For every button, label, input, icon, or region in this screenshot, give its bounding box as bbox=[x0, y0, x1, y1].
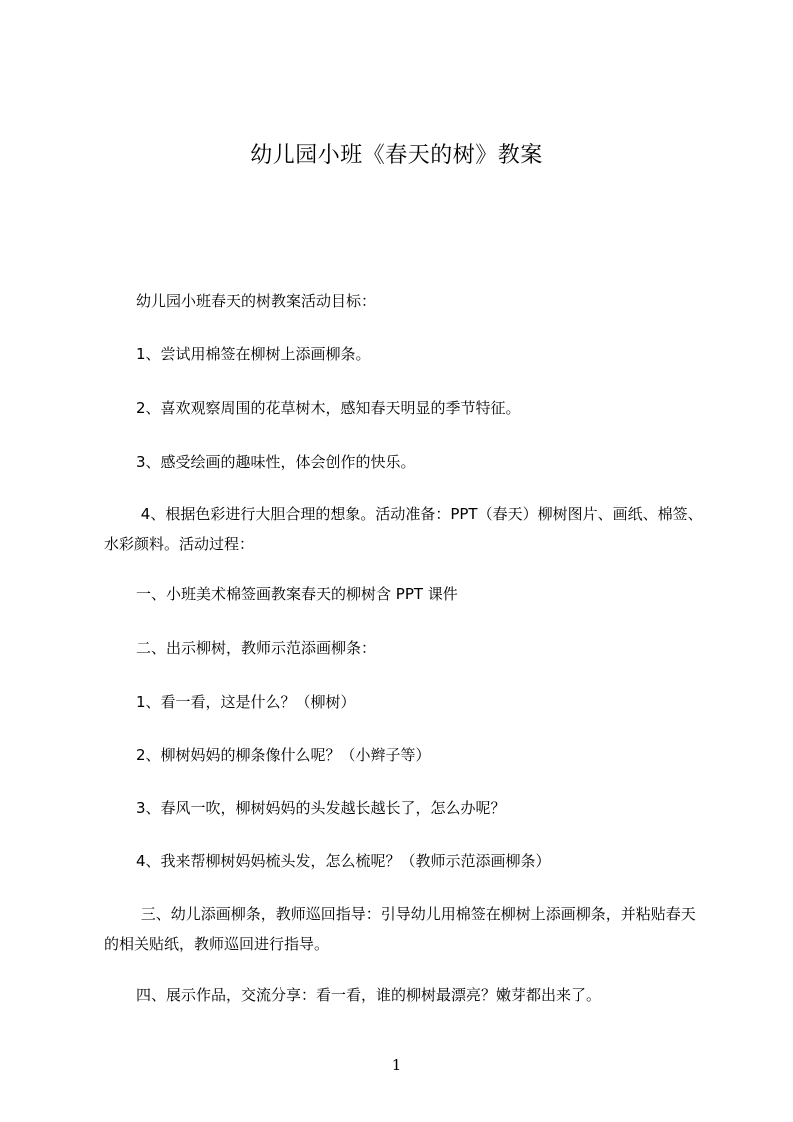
page-number: 1 bbox=[391, 1056, 402, 1074]
paragraph-section-2: 二、出示柳树，教师示范添画柳条： bbox=[136, 639, 377, 657]
paragraph-section-1: 一、小班美术棉签画教案春天的柳树含 PPT 课件 bbox=[136, 585, 458, 603]
paragraph-objectives-heading: 幼儿园小班春天的树教案活动目标： bbox=[136, 292, 377, 310]
paragraph-objective-4-and-preparation: 4、根据色彩进行大胆合理的想象。活动准备：PPT（春天）柳树图片、画纸、棉签、水彩颜料。活动过程： bbox=[104, 505, 703, 553]
document-title: 幼儿园小班《春天的树》教案 bbox=[250, 143, 543, 168]
paragraph-objective-1: 1、尝试用棉签在柳树上添画柳条。 bbox=[136, 345, 371, 363]
paragraph-step-1: 1、看一看，这是什么？（柳树） bbox=[136, 693, 356, 711]
paragraph-step-2: 2、柳树妈妈的柳条像什么呢？（小辫子等） bbox=[136, 746, 431, 764]
paragraph-objective-3: 3、感受绘画的趣味性，体会创作的快乐。 bbox=[136, 453, 416, 471]
paragraph-step-3: 3、春风一吹，柳树妈妈的头发越长越长了，怎么办呢？ bbox=[136, 799, 506, 817]
paragraph-section-4: 四、展示作品，交流分享：看一看，谁的柳树最漂亮？嫩芽都出来了。 bbox=[136, 986, 602, 1004]
paragraph-step-4: 4、我来帮柳树妈妈梳头发，怎么梳呢？（教师示范添画柳条） bbox=[136, 852, 551, 870]
paragraph-section-3: 三、幼儿添画柳条，教师巡回指导：引导幼儿用棉签在柳树上添画柳条，并粘贴春天的相关贴纸，教师巡回进行指导。 bbox=[104, 905, 696, 953]
paragraph-objective-2: 2、喜欢观察周围的花草树木，感知春天明显的季节特征。 bbox=[136, 399, 521, 417]
